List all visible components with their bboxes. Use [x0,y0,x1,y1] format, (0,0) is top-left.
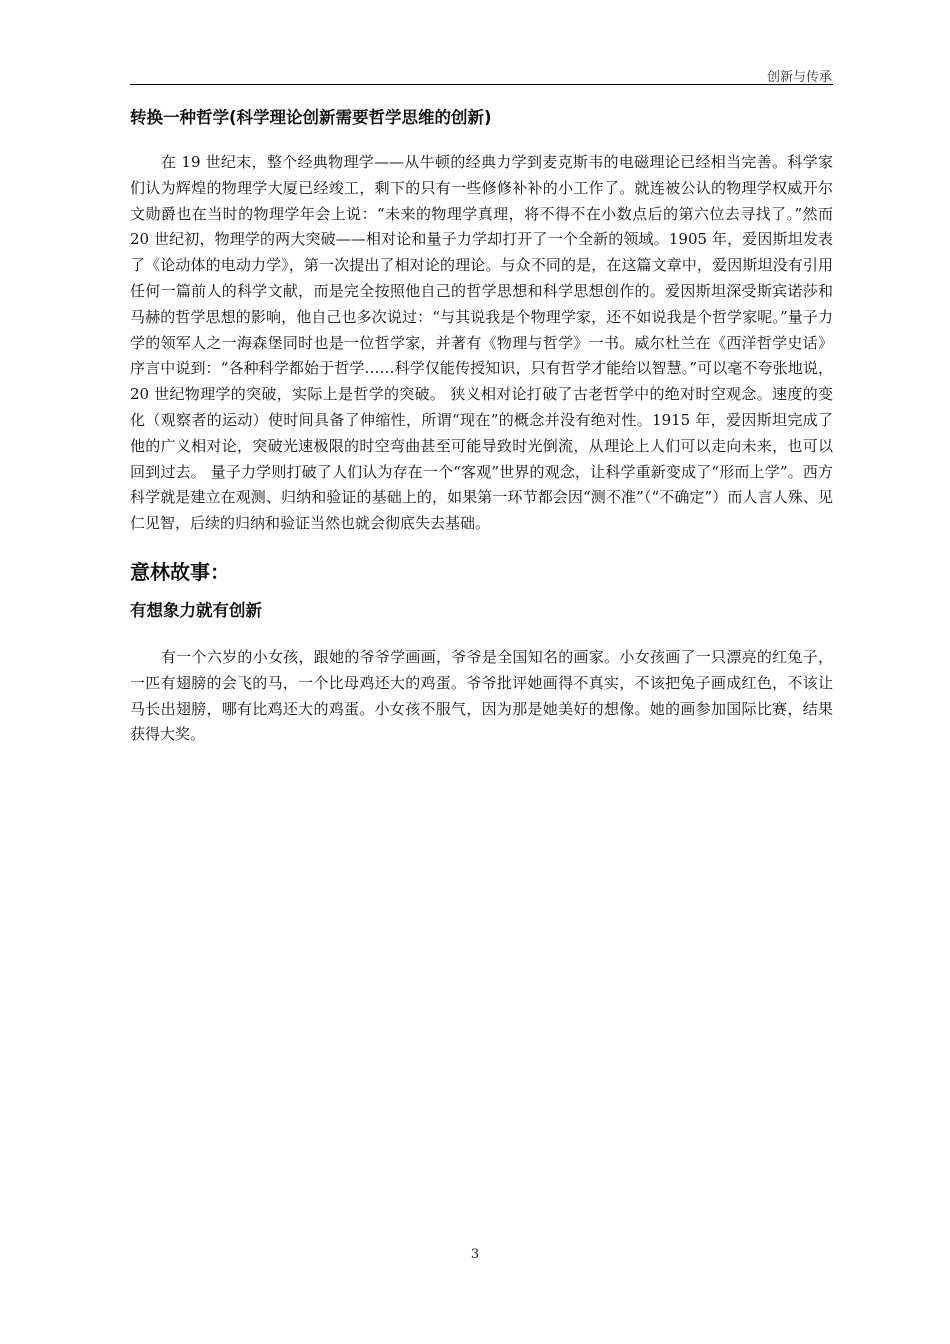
story-heading: 意林故事： [130,559,230,584]
page-body [130,104,833,748]
page-number: 3 [470,1247,480,1262]
running-header: 创新与传承 [766,70,832,85]
story-paragraph: 有一个六岁的小女孩，跟她的爷爷学画画，爷爷是全国知名的画家。小女孩画了一只漂亮的红兔子，一匹有翅膀的会飞的马，一个比母鸡还大的鸡蛋。爷爷批评她画得不真实，不该把兔子画成红色，不该让马长出翅膀，哪有比鸡还大的鸡蛋。小女孩不服气，因为那是她美好的想像。她的画参加国际比赛，结果获得大奖。 [130,647,833,744]
section-heading: 转换一种哲学(科学理论创新需要哲学思维的创新) [130,108,492,127]
section-paragraph: 在 19 世纪末，整个经典物理学——从牛顿的经典力学到麦克斯韦的电磁理论已经相当完善。科学家们认为辉煌的物理学大厦已经竣工，剩下的只有一些修修补补的小工作了。就连被公认的物理学权威开尔文勋爵也在当时的物理学年会上说：“未来的物理学真理，将不得不在小数点后的第六位去寻找了。”然而 20 世纪初，物理学的两大突破——相对论和量子力学却打开了一个全新的领域。1905 年，爱因斯坦发表了《论动体的电动力学》，第一次提出了相对论的理论。与众不同的是，在这篇文章中，爱因斯坦没有引用任何一篇前人的科学文献，而是完全按照他自己的哲学思想和科学思想创作的。爱因斯坦深受斯宾诺莎和马赫的哲学思想的影响，他自己也多次说过：“与其说我是个物理学家，还不如说我是个哲学家呢。”量子力学的领军人之一海森堡同时也是一位哲学家，并著有《物理与哲学》一书。威尔杜兰在《西洋哲学史话》序言中说到：“各种科学都始于哲学……科学仅能传授知识，只有哲学才能给以智慧。”可以毫不夸张地说，20 世纪物理学的突破，实际上是哲学的突破。 狭义相对论打破了古老哲学中的绝对时空观念。速度的变化（观察者的运动）使时间具备了伸缩性，所谓“现在”的概念并没有绝对性。1915 年，爱因斯坦完成了他的广义相对论，突破光速极限的时空弯曲甚至可能导致时光倒流，从理论上人们可以走向未来，也可以回到过去。 量子力学则打破了人们认为存在一个“客观”世界的观念，让科学重新变成了“形而上学”。西方科学就是建立在观测、归纳和验证的基础上的，如果第一环节都会因“测不准”（“不确定”）而人言人殊、见仁见智，后续的归纳和验证当然也就会彻底失去基础。 [130,153,833,533]
header-divider [130,84,833,85]
story-subheading: 有想象力就有创新 [130,600,262,620]
